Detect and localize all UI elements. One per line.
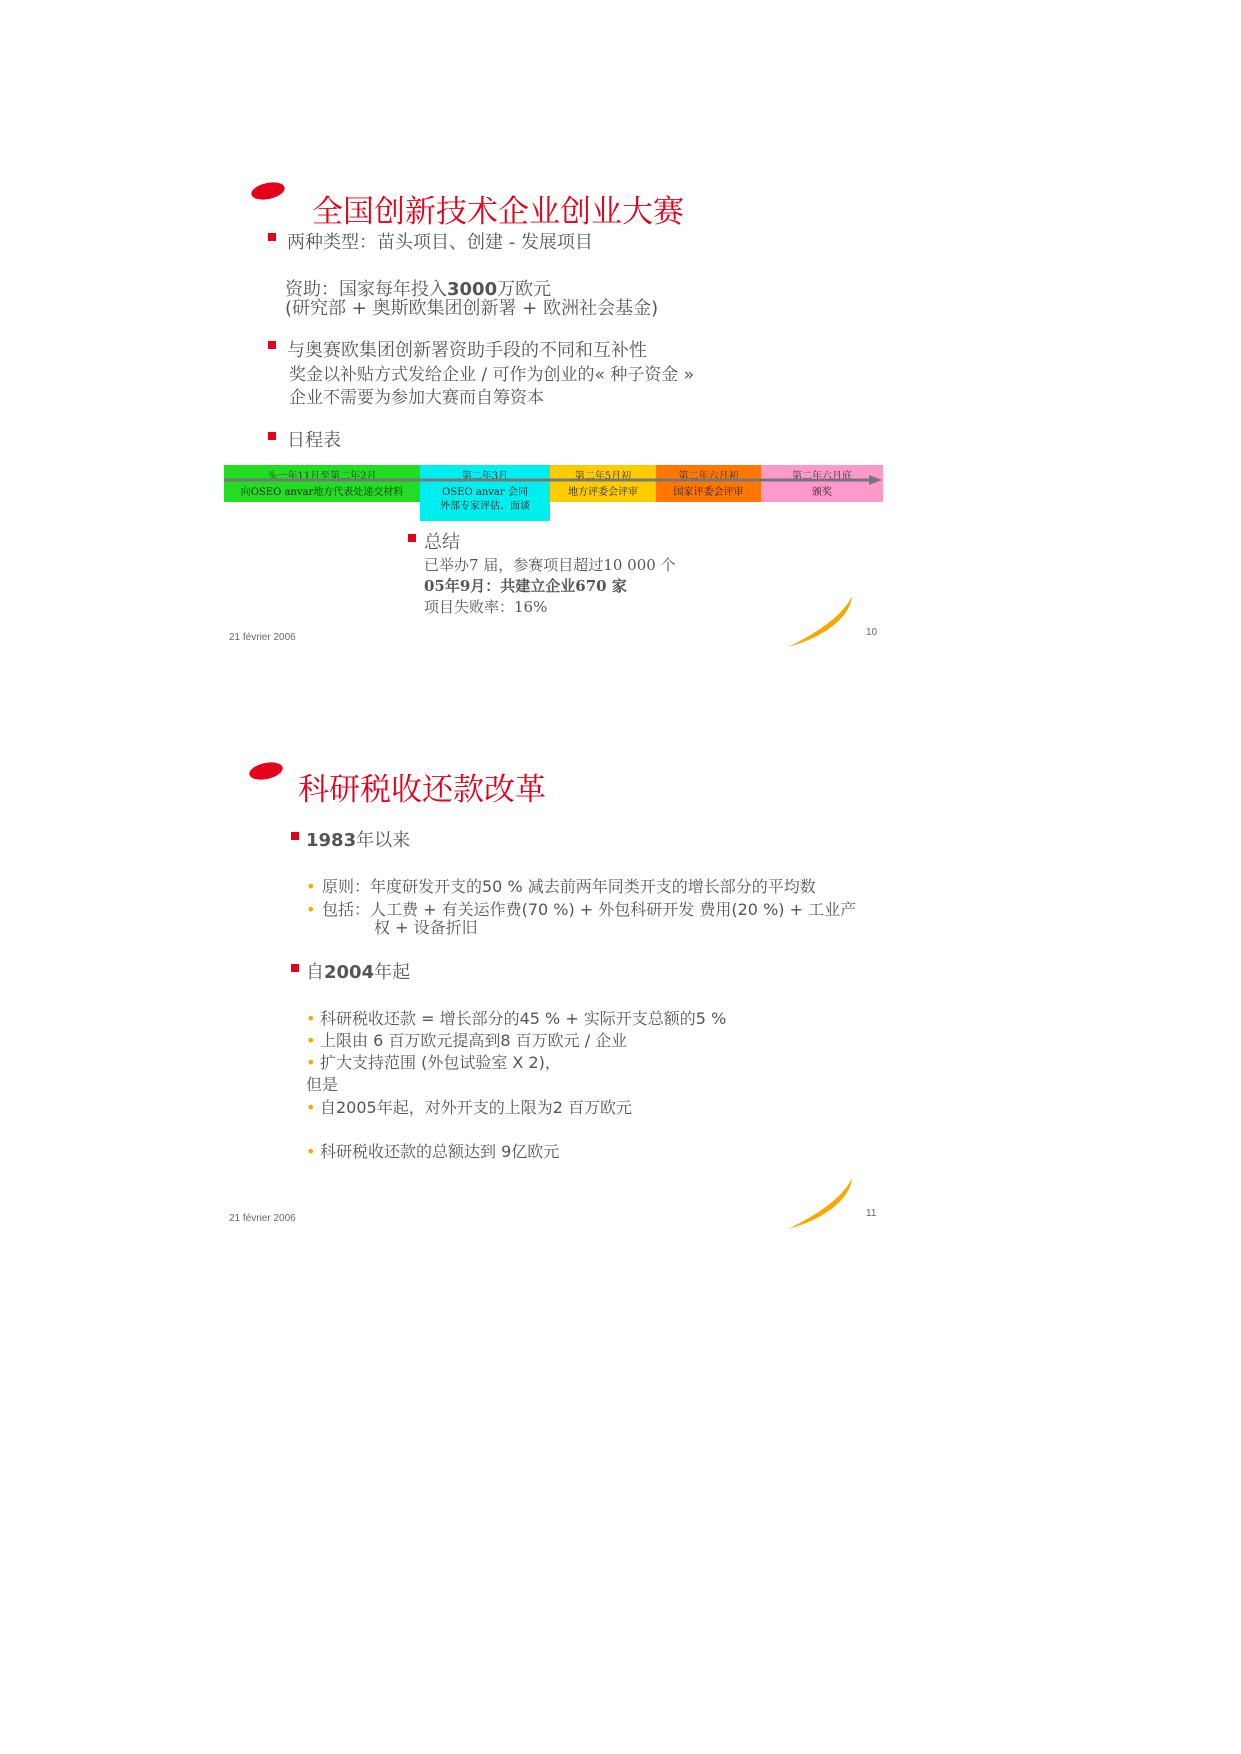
bullet-dot-icon: •	[306, 1053, 316, 1072]
list-item	[306, 874, 816, 897]
funding-detail: (研究部 + 奥斯欧集团创新署 + 欧洲社会基金)	[285, 298, 659, 319]
list-item-text: 科研税收还款的总额达到 9亿欧元	[320, 1142, 560, 1161]
bullet-square-icon	[291, 964, 299, 972]
funding-suffix: 万欧元	[497, 279, 552, 300]
timeline-stage-desc: 颁奖	[812, 487, 832, 498]
timeline-stage-date: 第二年3月	[461, 471, 509, 482]
bullet-subtext: 奖金以补贴方式发给企业 / 可作为创业的« 种子资金 »	[289, 365, 695, 385]
list-item-text: 上限由 6 百万欧元提高到8 百万欧元 / 企业	[320, 1031, 628, 1050]
slide-title: 全国创新技术企业创业大赛	[312, 194, 684, 230]
slide-title: 科研税收还款改革	[298, 772, 546, 808]
timeline-stage-desc: OSEO anvar 会同外部专家评估、面谈	[440, 487, 530, 512]
list-item	[306, 1028, 627, 1051]
summary-line: 已举办7 届，参赛项目超过10 000 个	[424, 556, 676, 574]
bullet-dot-icon: •	[306, 900, 316, 919]
funding-prefix: 资助：国家每年投入	[285, 279, 447, 300]
summary-line: 05年9月：共建立企业670 家	[424, 577, 627, 595]
bullet-square-icon	[408, 534, 416, 542]
bullet-square-icon	[268, 341, 276, 349]
section-prefix: 自	[306, 962, 324, 983]
timeline-stage-date: 头一年11月至第二年2月	[267, 471, 377, 482]
list-item-text: 原则：年度研发开支的50 % 减去前两年同类开支的增长部分的平均数	[322, 877, 816, 896]
timeline-stage-date: 第二年六月初	[678, 471, 739, 482]
section-year: 2004	[324, 962, 375, 983]
schedule-timeline	[224, 465, 883, 521]
section-year: 1983	[306, 830, 357, 851]
list-item-text: 包括：人工费 + 有关运作费(70 %) + 外包科研开发 费用(20 %) + 工业产	[322, 900, 857, 919]
list-item-text: 科研税收还款 = 增长部分的45 % + 实际开支总额的5 %	[320, 1009, 727, 1028]
timeline-stage-date: 第二年5月初	[574, 471, 632, 482]
orange-swoosh-logo-icon	[785, 592, 855, 650]
page-number: 11	[866, 1208, 877, 1219]
section-suffix: 年以来	[356, 830, 411, 851]
bullet-text: 与奥赛欧集团创新署资助手段的不同和互补性	[287, 340, 647, 361]
bullet-dot-icon: •	[306, 877, 316, 896]
bullet-square-icon	[268, 432, 276, 440]
section-heading	[306, 826, 410, 852]
bullet-text: 日程表	[287, 430, 341, 451]
summary-title: 总结	[424, 532, 460, 553]
bullet-text: 两种类型：苗头项目、创建 - 发展项目	[287, 232, 593, 253]
red-ellipse-logo-icon	[250, 180, 286, 202]
bullet-subtext: 企业不需要为参加大赛而自筹资本	[289, 388, 544, 408]
funding-amount: 3000	[447, 279, 498, 300]
footer-date: 21 février 2006	[229, 1213, 296, 1224]
list-item	[306, 1050, 561, 1073]
list-item-text: 自2005年起，对外开支的上限为2 百万欧元	[320, 1098, 632, 1117]
bullet-square-icon	[268, 233, 276, 241]
summary-line: 项目失败率：16%	[424, 598, 548, 616]
timeline-arrow-icon	[224, 474, 883, 486]
bullet-dot-icon: •	[306, 1098, 316, 1117]
list-item	[306, 1006, 726, 1029]
list-item-text: 扩大支持范围 (外包试验室 X 2)，	[320, 1053, 561, 1072]
list-item-note: 但是	[306, 1075, 339, 1094]
bullet-dot-icon: •	[306, 1009, 316, 1028]
timeline-stage-date: 第二年六月底	[792, 471, 852, 482]
list-item-continuation: 权 + 设备折旧	[374, 918, 478, 937]
timeline-stage-desc: 地方评委会评审	[568, 487, 638, 498]
bullet-dot-icon: •	[306, 1031, 316, 1050]
section-heading	[306, 958, 410, 984]
section-suffix: 年起	[374, 962, 411, 983]
timeline-stage-desc: 向OSEO anvar地方代表处递交材料	[240, 487, 404, 498]
page-number: 10	[866, 627, 878, 638]
list-item	[306, 1139, 559, 1162]
footer-date: 21 février 2006	[229, 632, 296, 643]
bullet-dot-icon: •	[306, 1142, 316, 1161]
bullet-square-icon	[291, 832, 299, 840]
timeline-stage-desc: 国家评委会评审	[673, 487, 744, 498]
list-item	[306, 1095, 632, 1118]
red-ellipse-logo-icon	[248, 760, 284, 782]
orange-swoosh-logo-icon	[785, 1174, 855, 1232]
